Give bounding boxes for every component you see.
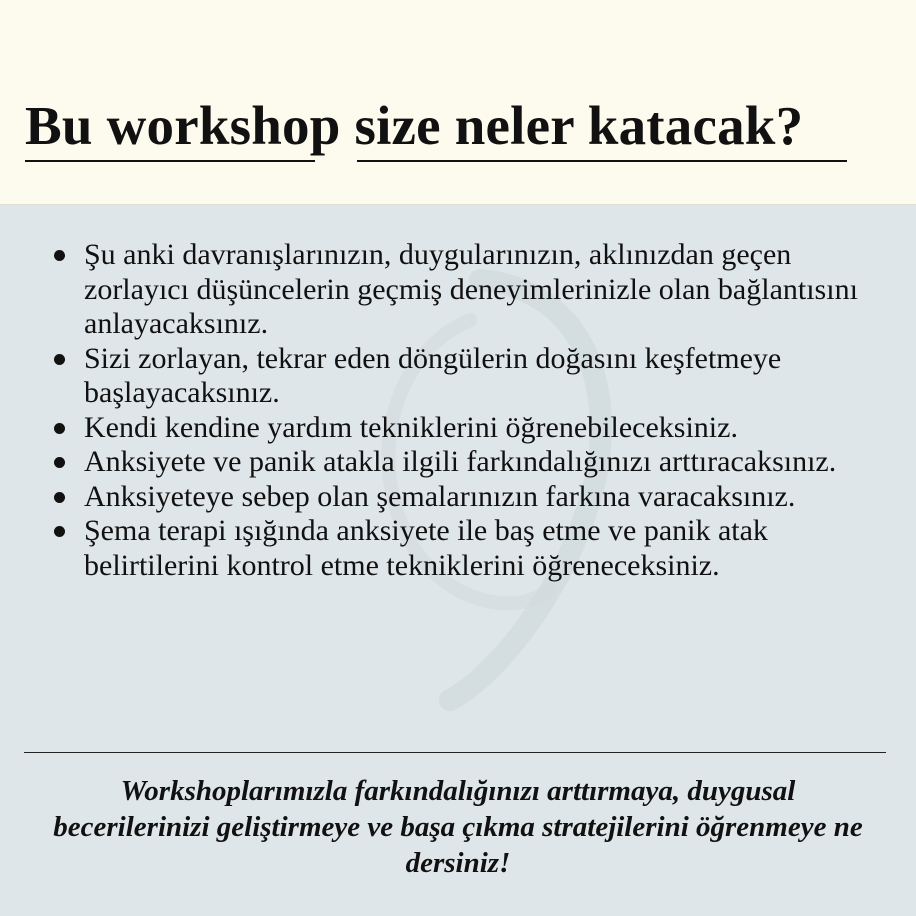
list-item-text: Anksiyete ve panik atakla ilgili farkındalığınızı arttıracaksınız. [84, 445, 837, 478]
bullet-icon [54, 354, 65, 365]
section-divider [24, 752, 886, 753]
list-item [52, 411, 872, 446]
list-item-text: Şu anki davranışlarınızın, duygularınızın, aklınızdan geçen zorlayıcı düşüncelerin geçmiş deneyimlerinizle olan bağlantısını anlayacaksınız. [84, 238, 858, 340]
bullet-icon [54, 492, 65, 503]
list-item [52, 445, 872, 480]
title-underline-left [25, 160, 315, 162]
list-item [52, 342, 872, 411]
list-item-text: Şema terapi ışığında anksiyete ile baş etme ve panik atak belirtilerini kontrol etme tekniklerini öğreneceksiniz. [84, 514, 768, 582]
bullet-icon [54, 526, 65, 537]
title-underline-right [357, 160, 847, 162]
closing-message: Workshoplarımızla farkındalığınızı arttırmaya, duygusal becerilerinizi geliştirmeye ve başa çıkma stratejilerini öğrenmeye ne dersiniz! [53, 775, 863, 879]
list-item [52, 480, 872, 515]
page-title: Bu workshop size neler katacak? [25, 95, 804, 156]
benefits-list [52, 238, 872, 583]
list-item-text: Sizi zorlayan, tekrar eden döngülerin doğasını keşfetmeye başlayacaksınız. [84, 341, 782, 409]
bullet-icon [54, 457, 65, 468]
bullet-icon [54, 250, 65, 261]
list-item [52, 238, 872, 342]
list-item [52, 514, 872, 583]
list-item-text: Kendi kendine yardım tekniklerini öğrenebileceksiniz. [84, 410, 738, 444]
list-item-text: Anksiyeteye sebep olan şemalarınızın farkına varacaksınız. [84, 479, 796, 513]
bullet-icon [54, 423, 65, 434]
